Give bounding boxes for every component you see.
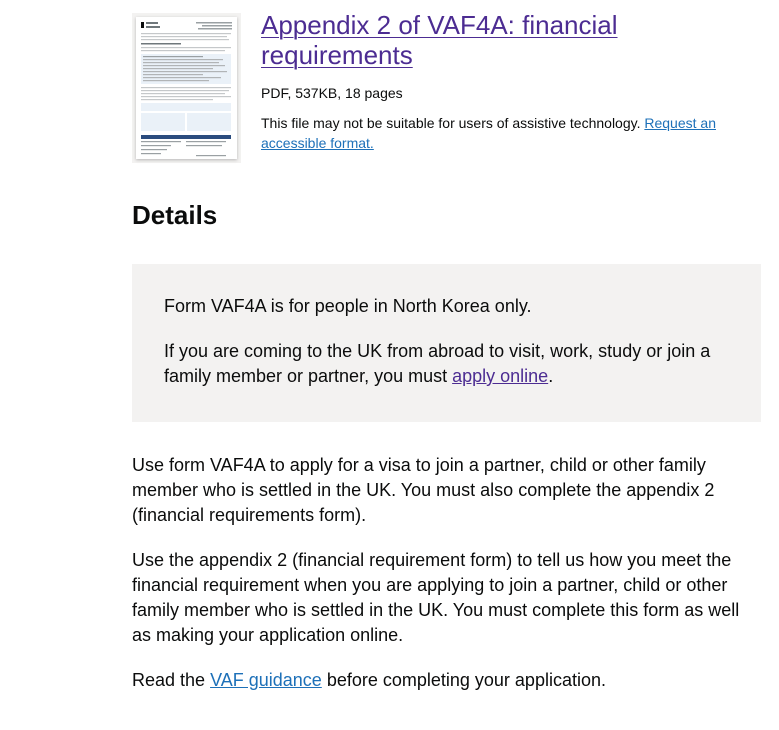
details-paragraph-3 [132, 668, 762, 693]
apply-online-link[interactable]: apply online [452, 366, 549, 386]
guidance-suffix: before completing your application. [321, 670, 606, 690]
attachment-title-link[interactable]: Appendix 2 of VAF4A: financial requirements [261, 10, 618, 70]
request-accessible-format-link[interactable]: Request an accessible format. [261, 115, 716, 151]
attachment-metadata: PDF, 537KB, 18 pages [261, 85, 403, 101]
pdf-page-preview [136, 17, 237, 159]
details-paragraph-1: Use form VAF4A to apply for a visa to join a partner, child or other family member who is settled in the UK. You must also complete the appendix 2 (financial requirements form). [132, 455, 715, 525]
callout-apply-online-suffix: . [548, 366, 554, 386]
accessibility-note-text: This file may not be suitable for users of assistive technology. [261, 115, 641, 131]
details-heading: Details [132, 200, 218, 230]
document-preview-icon [136, 17, 237, 159]
details-paragraph-2: Use the appendix 2 (financial requirement form) to tell us how you meet the financial requirement when you are applying to join a partner, child or other family member who is settled in the UK. You must complete this form as well as making your application online. [132, 550, 740, 645]
vaf-guidance-link[interactable]: VAF guidance [210, 670, 322, 690]
guidance-prefix: Read the [132, 670, 211, 690]
callout-north-korea-text: Form VAF4A is for people in North Korea only. [164, 296, 532, 316]
pdf-thumbnail[interactable] [132, 13, 241, 163]
callout-apply-online-text [164, 339, 737, 389]
attachment-accessibility-note [261, 113, 771, 153]
details-callout [132, 264, 761, 422]
callout-apply-online-prefix: If you are coming to the UK from abroad to visit, work, study or join a family member or partner, you must [164, 341, 711, 386]
